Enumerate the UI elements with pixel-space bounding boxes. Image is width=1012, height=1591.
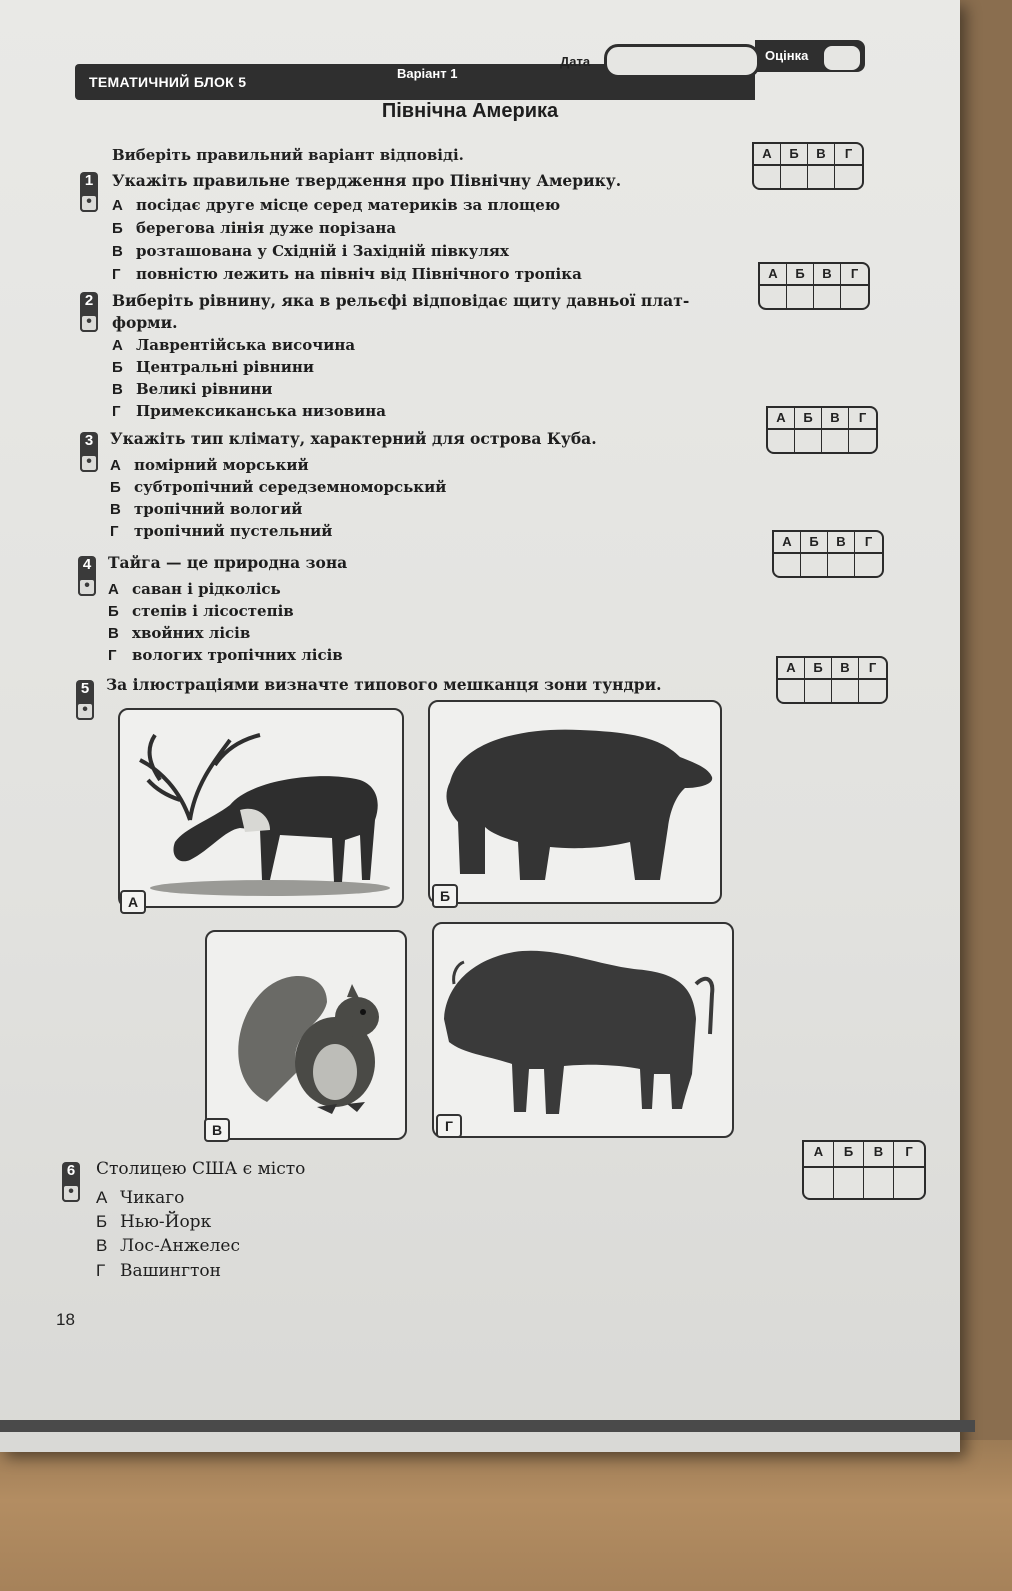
reindeer-illustration — [120, 710, 402, 906]
question-number-6: 6 • — [62, 1162, 80, 1202]
question-4-text: Тайга — це природна зона — [108, 553, 348, 572]
question-number-2: 2 • — [80, 292, 98, 332]
picture-v[interactable] — [205, 930, 407, 1140]
page-number: 18 — [56, 1310, 75, 1329]
picture-v-label: В — [204, 1118, 230, 1142]
block-title: ТЕМАТИЧНИЙ БЛОК 5 — [89, 74, 247, 90]
question-6-option-c[interactable]: В Лос-Анжелес — [96, 1236, 240, 1256]
question-4-option-d[interactable]: Г вологих тропічних лісів — [108, 646, 343, 664]
question-2-option-d[interactable]: Г Примексиканська низовина — [112, 402, 386, 420]
question-4-option-c[interactable]: В хвойних лісів — [108, 624, 251, 642]
grade-field[interactable] — [822, 44, 862, 72]
question-2-option-b[interactable]: Б Центральні рівнини — [112, 358, 314, 376]
answer-grid-6[interactable]: А Б В Г — [802, 1140, 926, 1200]
question-6-option-b[interactable]: Б Нью-Йорк — [96, 1212, 212, 1232]
question-2-option-c[interactable]: В Великі рівнини — [112, 380, 273, 398]
question-5-text: За ілюстраціями визначте типового мешканця зони тундри. — [106, 675, 662, 694]
picture-a-label: А — [120, 890, 146, 914]
page-title: Північна Америка — [381, 100, 559, 122]
question-4-option-a[interactable]: А саван і рідколісь — [108, 580, 281, 598]
question-3-option-d[interactable]: Г тропічний пустельний — [110, 522, 333, 540]
question-3-option-c[interactable]: В тропічний вологий — [110, 500, 303, 518]
picture-b[interactable] — [428, 700, 722, 904]
squirrel-illustration — [207, 932, 405, 1138]
question-3-option-b[interactable]: Б субтропічний середземноморський — [110, 478, 447, 496]
instruction-text: Виберіть правильний варіант відповіді. — [112, 146, 464, 164]
answer-grid-1[interactable]: А Б В Г — [752, 142, 864, 190]
question-number-4: 4 • — [78, 556, 96, 596]
picture-g[interactable] — [432, 922, 734, 1138]
picture-g-label: Г — [436, 1114, 462, 1138]
question-1-option-b[interactable]: Б берегова лінія дуже порізана — [112, 219, 397, 237]
answer-grid-2[interactable]: А Б В Г — [758, 262, 870, 310]
question-1-option-a[interactable]: А посідає друге місце серед материків за площею — [112, 196, 561, 214]
question-number-1: 1 • — [80, 172, 98, 212]
question-2-text-line2: форми. — [112, 313, 178, 332]
question-number-3: 3 • — [80, 432, 98, 472]
question-2-option-a[interactable]: А Лаврентійська височина — [112, 336, 356, 354]
question-3-text: Укажіть тип клімату, характерний для острова Куба. — [110, 429, 597, 448]
question-4-option-b[interactable]: Б степів і лісостепів — [108, 602, 294, 620]
page-edge-shadow — [0, 1420, 975, 1432]
question-6-option-d[interactable]: Г Вашингтон — [96, 1261, 221, 1281]
question-2-text-line1: Виберіть рівнину, яка в рельєфі відповідає щиту давньої плат- — [112, 291, 690, 310]
answer-grid-5[interactable]: А Б В Г — [776, 656, 888, 704]
question-1-text: Укажіть правильне твердження про Північну Америку. — [112, 171, 622, 190]
desk-background — [0, 1440, 1012, 1591]
date-field[interactable] — [604, 44, 760, 78]
question-6-text: Столицею США є місто — [96, 1159, 306, 1179]
date-label: Дата — [560, 54, 591, 69]
answer-grid-3[interactable]: А Б В Г — [766, 406, 878, 454]
question-1-option-c[interactable]: В розташована у Східній і Західній півкулях — [112, 242, 509, 260]
bison-illustration — [434, 924, 732, 1136]
picture-a[interactable] — [118, 708, 404, 908]
variant-label: Варіант 1 — [397, 66, 458, 81]
question-number-5: 5 • — [76, 680, 94, 720]
grade-label: Оцінка — [765, 48, 809, 63]
question-3-option-a[interactable]: А помірний морський — [110, 456, 309, 474]
bear-illustration — [430, 702, 720, 902]
question-1-option-d[interactable]: Г повністю лежить на північ від Північного тропіка — [112, 265, 582, 283]
picture-b-label: Б — [432, 884, 458, 908]
question-6-option-a[interactable]: А Чикаго — [96, 1188, 185, 1208]
answer-grid-4[interactable]: А Б В Г — [772, 530, 884, 578]
